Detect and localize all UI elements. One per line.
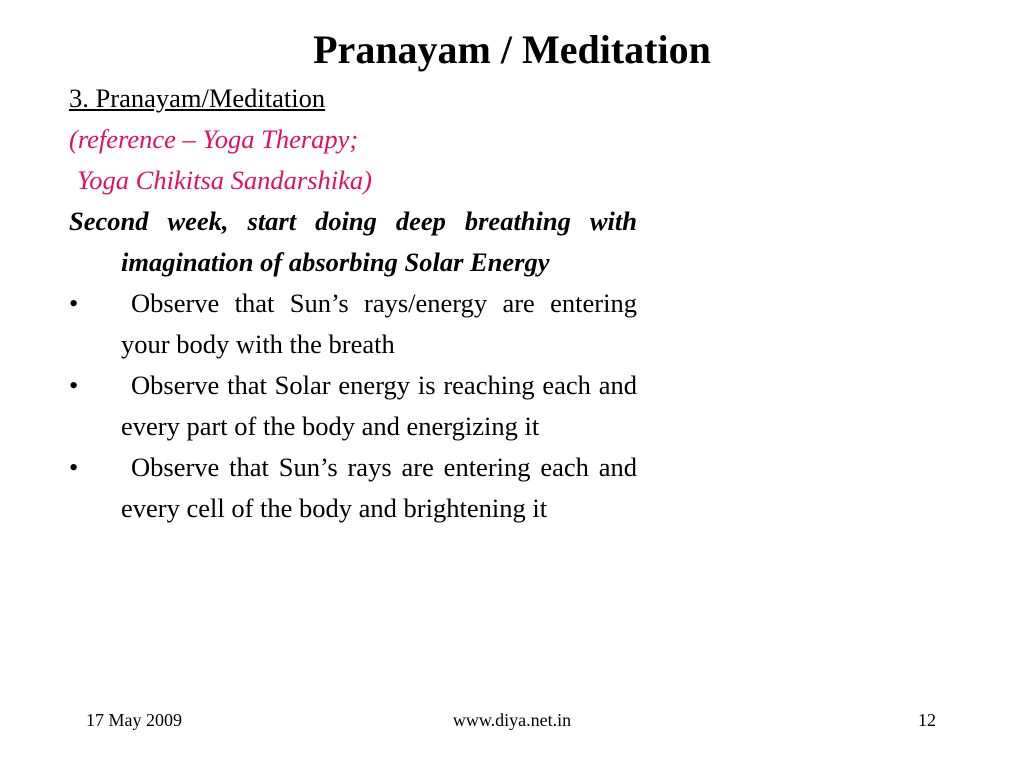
reference-line-2: Yoga Chikitsa Sandarshika) (77, 165, 372, 195)
bullet-item (69, 283, 637, 365)
intro-paragraph: Second week, start doing deep breathing with imagination of absorbing Solar Energy (69, 206, 637, 277)
section-heading: 3. Pranayam/Meditation (69, 83, 326, 113)
footer-page-number: 12 (918, 710, 936, 730)
bullet-text-content: Observe that Sun’s rays are entering each and every cell of the body and brightening it (121, 452, 637, 523)
bullet-text (121, 365, 637, 447)
bullet-item (69, 365, 637, 447)
slide-body (69, 78, 637, 529)
bullet-text-content: Observe that Solar energy is reaching each and every part of the body and energizing it (121, 370, 637, 441)
bullet-marker: • (69, 370, 79, 400)
bullet-text (121, 447, 637, 529)
footer-date: 17 May 2009 (86, 710, 182, 730)
reference-line-1: (reference – Yoga Therapy; (69, 124, 359, 154)
bullet-text-content: Observe that Sun’s rays/energy are entering your body with the breath (121, 288, 637, 359)
bullet-marker: • (69, 452, 79, 482)
bullet-text (121, 283, 637, 365)
bullet-item (69, 447, 637, 529)
slide-title: Pranayam / Meditation (313, 27, 711, 72)
bullet-marker: • (69, 288, 79, 318)
footer-website: www.diya.net.in (452, 710, 572, 730)
